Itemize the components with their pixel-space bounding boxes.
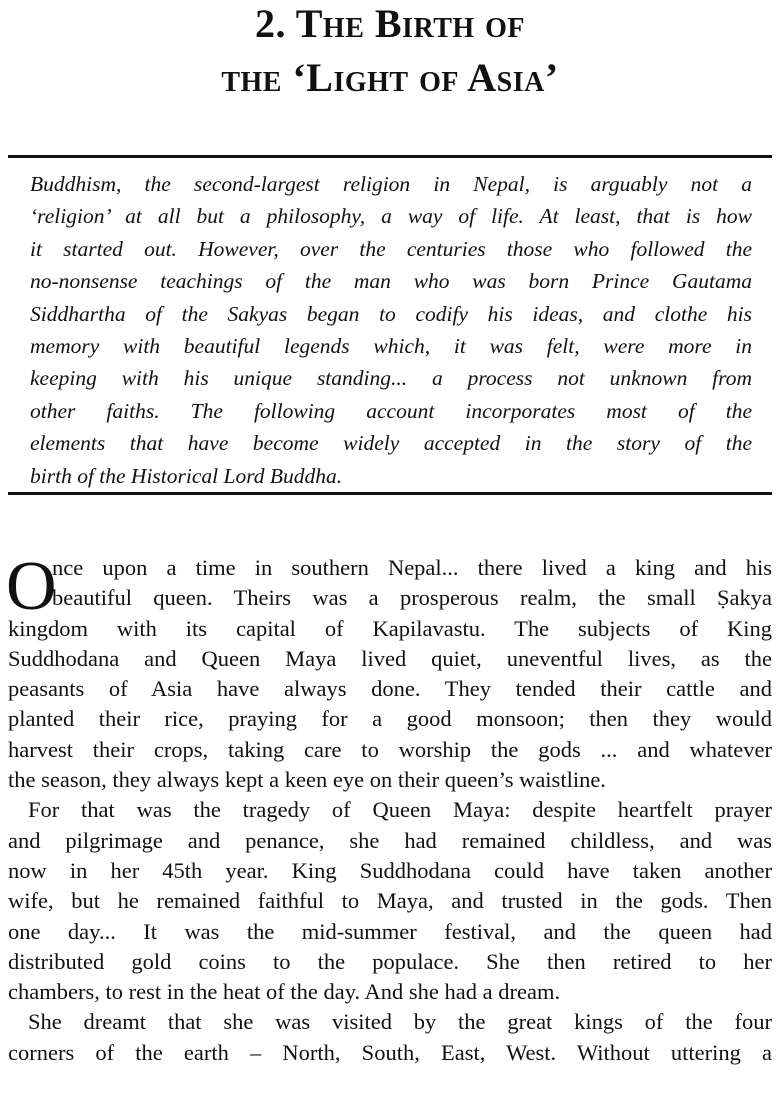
body-line: wife, but he remained faithful to Maya, and trusted in the gods. Then — [8, 888, 772, 914]
intro-line: keeping with his unique standing... a process not unknown from — [30, 366, 752, 391]
intro-line: Buddhism, the second-largest religion in Nepal, is arguably not a — [30, 172, 752, 196]
body-line: harvest their crops, taking care to worship the gods ... and whatever — [8, 736, 772, 762]
intro-line: memory with beautiful legends which, it was felt, were more in — [30, 333, 752, 358]
body-text — [6, 548, 772, 1068]
body-line: beautiful queen. Theirs was a prosperous realm, the small Ṣakya — [52, 585, 772, 611]
intro-line: ‘religion’ at all but a philosophy, a way of life. At least, that is how — [30, 204, 752, 229]
body-line: corners of the earth – North, South, East, West. Without uttering a — [8, 1039, 772, 1065]
body-line: For that was the tragedy of Queen Maya: despite heartfelt prayer — [28, 797, 772, 823]
intro-line: other faiths. The following account incorporates most of the — [30, 398, 752, 423]
intro-line: it started out. However, over the centuries those who followed the — [30, 236, 752, 261]
body-line: one day... It was the mid-summer festival, and the queen had — [8, 918, 772, 944]
intro-line: elements that have become widely accepted in the story of the — [30, 431, 752, 456]
body-line: Suddhodana and Queen Maya lived quiet, uneventful lives, as the — [8, 645, 772, 671]
body-line: peasants of Asia have always done. They tended their cattle and — [8, 676, 772, 702]
body-line: the season, they always kept a keen eye on their queen’s waistline. — [8, 767, 606, 793]
intro-line: birth of the Historical Lord Buddha. — [30, 463, 343, 488]
body-line: kingdom with its capital of Kapilavastu. The subjects of King — [8, 615, 772, 641]
body-line: nce upon a time in southern Nepal... there lived a king and his — [52, 555, 772, 580]
body-line: chambers, to rest in the heat of the day. And she had a dream. — [8, 979, 561, 1005]
body-line: now in her 45th year. King Suddhodana could have taken another — [8, 857, 772, 883]
body-line: and pilgrimage and penance, she had remained childless, and was — [8, 827, 772, 853]
intro-line: Siddhartha of the Sakyas began to codify his ideas, and clothe his — [30, 301, 752, 326]
intro-top-rule — [8, 155, 772, 158]
drop-cap: O — [6, 548, 57, 625]
chapter-title-line-2: the ‘Light of Asia’ — [221, 55, 559, 100]
body-line: planted their rice, praying for a good monsoon; then they would — [8, 706, 772, 732]
intro-bottom-rule — [8, 492, 772, 495]
intro-line: no-nonsense teachings of the man who was born Prince Gautama — [30, 269, 752, 294]
body-line: distributed gold coins to the populace. She then retired to her — [8, 948, 772, 974]
body-line: She dreamt that she was visited by the great kings of the four — [28, 1009, 772, 1035]
intro-box — [30, 168, 752, 492]
chapter-title-line-1: 2. The Birth of — [254, 1, 526, 46]
